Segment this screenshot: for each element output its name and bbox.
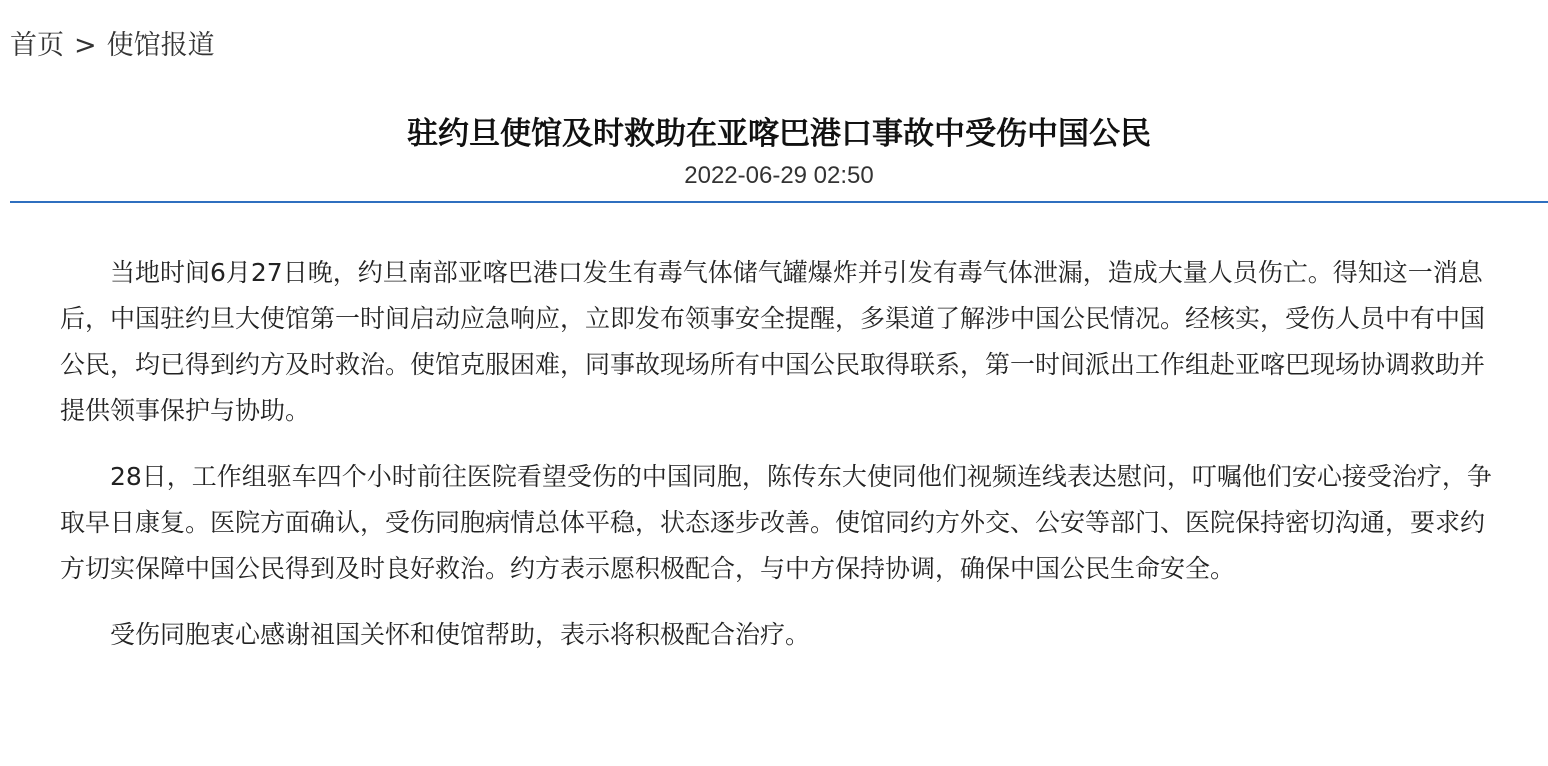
breadcrumb-section-link[interactable]: 使馆报道 [106,30,215,61]
breadcrumb-home-link[interactable]: 首页 [10,30,64,61]
article-body [60,250,1502,678]
title-divider [10,201,1548,203]
breadcrumb-separator: > [74,30,97,61]
breadcrumb [10,28,215,64]
article-date: 2022-06-29 02:50 [684,162,874,189]
article-paragraph-1: 当地时间6月27日晚，约旦南部亚喀巴港口发生有毒气体储气罐爆炸并引发有毒气体泄漏，造成大量人员伤亡。得知这一消息后，中国驻约旦大使馆第一时间启动应急响应，立即发布领事安全提醒，多渠道了解涉中国公民情况。经核实，受伤人员中有中国公民，均已得到约方及时救治。使馆克服困难，同事故现场所有中国公民取得联系，第一时间派出工作组赴亚喀巴现场协调救助并提供领事保护与协助。 [60,258,1486,425]
article-title: 驻约旦使馆及时救助在亚喀巴港口事故中受伤中国公民 [407,116,1151,152]
article-paragraph-3: 受伤同胞衷心感谢祖国关怀和使馆帮助，表示将积极配合治疗。 [110,620,811,649]
article-paragraph-2: 28日，工作组驱车四个小时前往医院看望受伤的中国同胞，陈传东大使同他们视频连线表达慰问，叮嘱他们安心接受治疗，争取早日康复。医院方面确认，受伤同胞病情总体平稳，状态逐步改善。使馆同约方外交、公安等部门、医院保持密切沟通，要求约方切实保障中国公民得到及时良好救治。约方表示愿积极配合，与中方保持协调，确保中国公民生命安全。 [60,462,1492,583]
